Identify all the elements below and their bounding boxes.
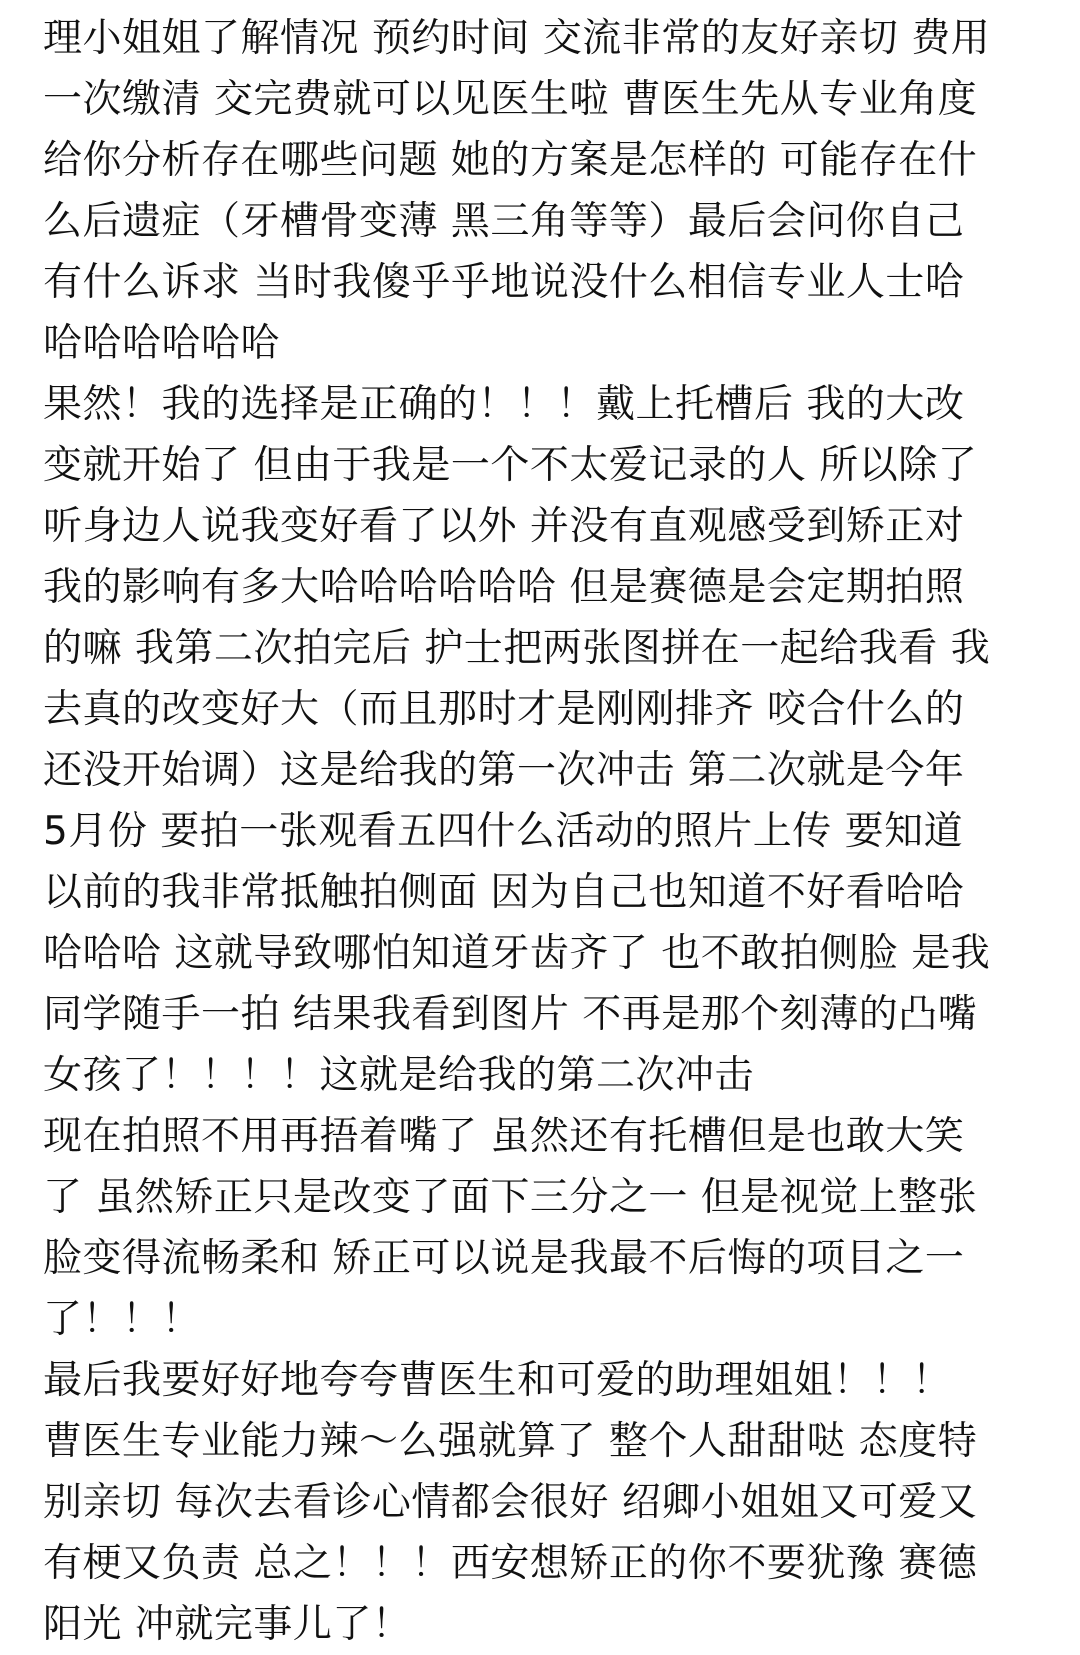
text-line: 5月份 要拍一张观看五四什么活动的照片上传 要知道 — [43, 809, 964, 854]
text-line: 理小姐姐了解情况 预约时间 交流非常的友好亲切 费用 — [43, 16, 991, 61]
text-line: 曹医生专业能力辣～么强就算了 整个人甜甜哒 态度特 — [43, 1419, 978, 1464]
text-line: 变就开始了 但由于我是一个不太爱记录的人 所以除了 — [43, 443, 978, 488]
text-line: 一次缴清 交完费就可以见医生啦 曹医生先从专业角度 — [43, 77, 978, 122]
text-line: 有梗又负责 总之！！！西安想矫正的你不要犹豫 赛德 — [43, 1541, 978, 1586]
text-line: 听身边人说我变好看了以外 并没有直观感受到矫正对 — [43, 504, 965, 549]
text-line: 有什么诉求 当时我傻乎乎地说没什么相信专业人士哈 — [43, 260, 965, 305]
text-line: 么后遗症（牙槽骨变薄 黑三角等等）最后会问你自己 — [43, 199, 965, 244]
text-line: 以前的我非常抵触拍侧面 因为自己也知道不好看哈哈 — [43, 870, 965, 915]
text-line: 最后我要好好地夸夸曹医生和可爱的助理姐姐！！！ — [43, 1358, 952, 1403]
text-line: 给你分析存在哪些问题 她的方案是怎样的 可能存在什 — [43, 138, 978, 183]
text-line: 去真的改变好大（而且那时才是刚刚排齐 咬合什么的 — [43, 687, 965, 732]
text-line: 别亲切 每次去看诊心情都会很好 绍卿小姐姐又可爱又 — [43, 1480, 978, 1525]
text-line: 哈哈哈 这就导致哪怕知道牙齿齐了 也不敢拍侧脸 是我 — [43, 931, 991, 976]
text-line: 我的影响有多大哈哈哈哈哈哈 但是赛德是会定期拍照 — [43, 565, 965, 610]
text-line: 哈哈哈哈哈哈 — [43, 321, 281, 366]
text-line: 了 虽然矫正只是改变了面下三分之一 但是视觉上整张 — [43, 1175, 978, 1220]
text-line: 还没开始调）这是给我的第一次冲击 第二次就是今年 — [43, 748, 965, 793]
text-line: 同学随手一拍 结果我看到图片 不再是那个刻薄的凸嘴 — [43, 992, 978, 1037]
text-line: 的嘛 我第二次拍完后 护士把两张图拼在一起给我看 我 — [43, 626, 991, 671]
text-line: 现在拍照不用再捂着嘴了 虽然还有托槽但是也敢大笑 — [43, 1114, 965, 1159]
text-line: 阳光 冲就完事儿了！ — [43, 1602, 412, 1647]
text-line: 了！！！ — [43, 1297, 202, 1342]
text-line: 女孩了！！！！这就是给我的第二次冲击 — [43, 1053, 755, 1098]
text-line: 脸变得流畅柔和 矫正可以说是我最不后悔的项目之一 — [43, 1236, 965, 1281]
text-line: 果然！我的选择是正确的！！！戴上托槽后 我的大改 — [43, 382, 965, 427]
